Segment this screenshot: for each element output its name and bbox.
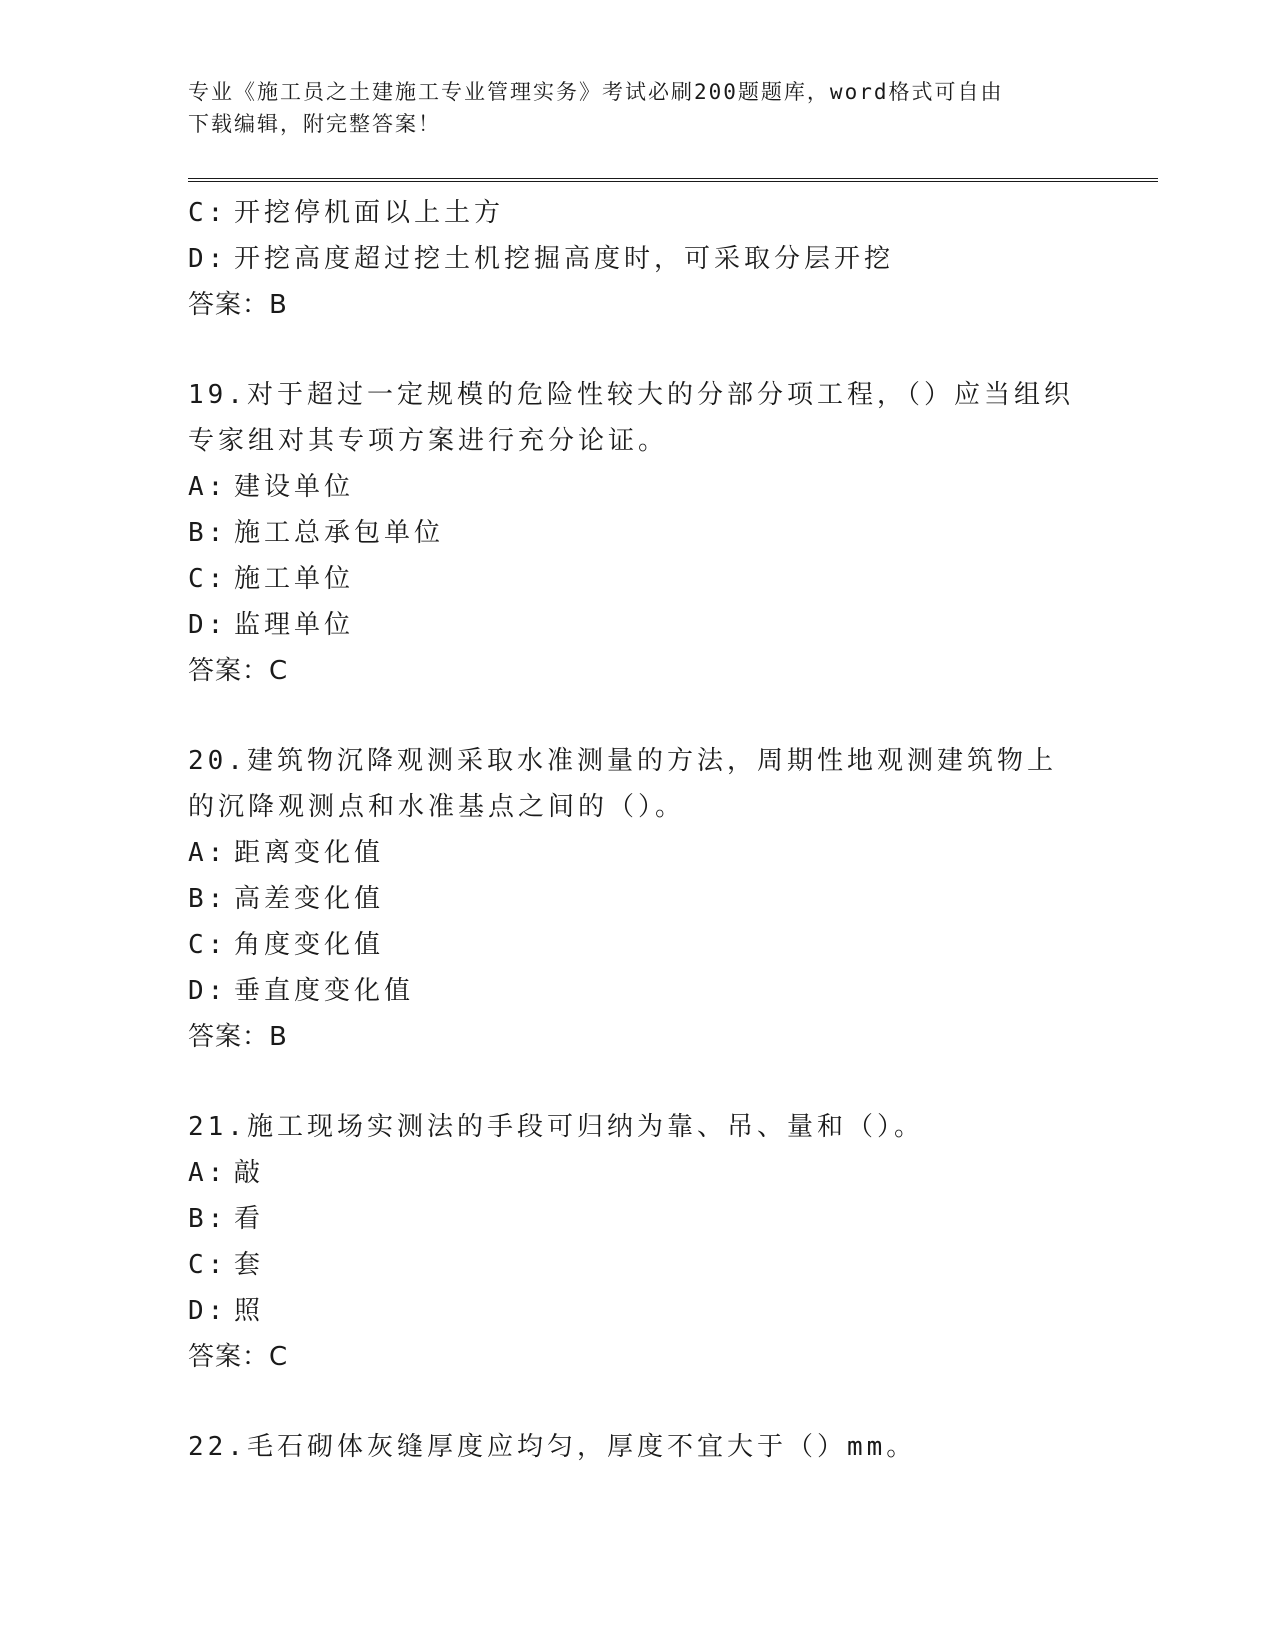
spacer <box>188 1380 1088 1424</box>
question-block <box>188 1424 1088 1470</box>
option-text: 高差变化值 <box>234 884 385 914</box>
header-title-line-1: 专业《施工员之土建施工专业管理实务》考试必刷200题题库，word格式可自由 <box>188 80 1004 104</box>
option-text: 建设单位 <box>234 472 355 502</box>
option-row <box>188 556 1088 602</box>
option-key: A: <box>188 838 228 868</box>
question-fragment <box>188 190 1088 328</box>
option-text: 施工总承包单位 <box>234 518 445 548</box>
option-text: 敲 <box>234 1158 265 1188</box>
option-key: C: <box>188 930 228 960</box>
question-block <box>188 1104 1088 1380</box>
option-key: B: <box>188 1204 228 1234</box>
option-text: 照 <box>234 1296 265 1326</box>
option-row <box>188 1288 1088 1334</box>
page-header <box>188 76 1078 140</box>
option-text: 开挖停机面以上土方 <box>234 198 505 228</box>
spacer <box>188 1060 1088 1104</box>
answer-line: 答案：C <box>188 656 289 686</box>
header-title-line-2: 下载编辑，附完整答案！ <box>188 112 441 136</box>
option-text: 距离变化值 <box>234 838 385 868</box>
option-row <box>188 510 1088 556</box>
option-text: 套 <box>234 1250 265 1280</box>
option-text: 角度变化值 <box>234 930 385 960</box>
option-text: 施工单位 <box>234 564 355 594</box>
option-key: D: <box>188 976 228 1006</box>
option-key: A: <box>188 1158 228 1188</box>
option-key: C: <box>188 1250 228 1280</box>
question-text: 19.对于超过一定规模的危险性较大的分部分项工程，（）应当组织专家组对其专项方案进行充分论证。 <box>188 380 1074 456</box>
option-row <box>188 830 1088 876</box>
question-text: 20.建筑物沉降观测采取水准测量的方法，周期性地观测建筑物上的沉降观测点和水准基点之间的（）。 <box>188 746 1057 822</box>
question-list <box>188 190 1088 1470</box>
question-text: 21.施工现场实测法的手段可归纳为靠、吊、量和（）。 <box>188 1112 924 1142</box>
option-key: C: <box>188 198 228 228</box>
option-row <box>188 190 1088 236</box>
answer-line: 答案：B <box>188 1022 288 1052</box>
option-key: D: <box>188 244 228 274</box>
option-row <box>188 1242 1088 1288</box>
header-divider <box>188 178 1158 182</box>
option-row <box>188 922 1088 968</box>
option-row <box>188 602 1088 648</box>
option-row <box>188 876 1088 922</box>
spacer <box>188 694 1088 738</box>
option-key: D: <box>188 610 228 640</box>
answer-line: 答案：C <box>188 1342 289 1372</box>
option-row <box>188 1196 1088 1242</box>
option-text: 看 <box>234 1204 265 1234</box>
option-row <box>188 1150 1088 1196</box>
option-text: 垂直度变化值 <box>234 976 415 1006</box>
option-text: 开挖高度超过挖土机挖掘高度时，可采取分层开挖 <box>234 244 895 274</box>
option-key: C: <box>188 564 228 594</box>
spacer <box>188 328 1088 372</box>
option-key: A: <box>188 472 228 502</box>
question-block <box>188 738 1088 1060</box>
question-block <box>188 372 1088 694</box>
option-row <box>188 464 1088 510</box>
option-key: B: <box>188 518 228 548</box>
option-key: B: <box>188 884 228 914</box>
option-text: 监理单位 <box>234 610 355 640</box>
option-row <box>188 968 1088 1014</box>
option-row <box>188 236 1088 282</box>
answer-line: 答案：B <box>188 290 288 320</box>
question-text: 22.毛石砌体灰缝厚度应均匀，厚度不宜大于（）mm。 <box>188 1432 917 1462</box>
option-key: D: <box>188 1296 228 1326</box>
